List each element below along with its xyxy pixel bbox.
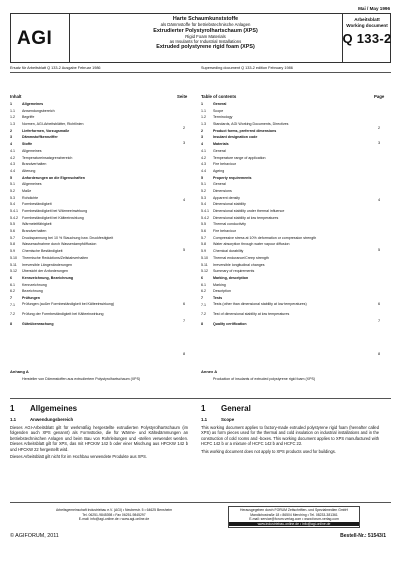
annex-de-title: Anhang A: [10, 369, 29, 374]
toc-entry-number: 5.10: [10, 255, 17, 260]
toc-entry: [10, 268, 190, 275]
toc-entry-title: Bezeichnung: [22, 289, 43, 294]
toc-entry: [201, 268, 381, 275]
footer-publisher: Herausgegeben durch FORUM Zeitschriften- und Spezialmedien GmbH: [240, 508, 348, 512]
toc-entry-number: 1.2: [201, 115, 206, 120]
toc-entry-title: Begriffe: [22, 115, 35, 120]
toc-entry: [10, 148, 190, 155]
toc-entry-title: Scope: [213, 108, 224, 113]
document-header: [10, 13, 391, 63]
toc-entry: [10, 311, 190, 321]
toc-entry: [10, 255, 190, 262]
header-en-line1: Rigid Foam Materials: [185, 34, 226, 40]
toc-entry: [10, 221, 190, 228]
toc-entry-title: Irreversible longitudinal changes: [213, 262, 265, 267]
toc-en-page-label: Page: [374, 94, 385, 99]
section-en-paragraph: This working document applies to factory-made extruded polystyrene rigid foam (hereafter called XPS) as form pieces used for the thermal and cold insulation on industrial installations and in the construction of cold rooms and -boxes. This working document applies to XPS manufactured with HCFC 142 b or a mixture of HCFC 142 b and HCFC 22.: [201, 425, 379, 447]
toc-entry: [201, 282, 381, 289]
toc-entry-title: Thermal conductivity: [213, 222, 246, 227]
toc-entry: [201, 295, 381, 302]
toc-entry: [10, 114, 190, 121]
toc-entry-number: 5.9: [201, 249, 206, 254]
toc-entry-number: 4.2: [201, 155, 206, 160]
toc-page-number: 3: [378, 141, 381, 145]
toc-entry-title: Quality certification: [213, 321, 247, 326]
toc-entry: [10, 228, 190, 235]
toc-entry: [10, 235, 190, 242]
toc-entry-number: 2: [10, 128, 12, 133]
toc-entry-title: Anwendungsbereich: [22, 108, 55, 113]
toc-entry: [201, 148, 381, 155]
toc-entry: [201, 168, 381, 175]
toc-entry-number: 7.1: [10, 302, 15, 307]
toc-entry: [201, 141, 381, 148]
toc-entry-number: 4.4: [201, 168, 206, 173]
arbeitsblatt-label: Arbeitsblatt: [354, 17, 380, 22]
toc-entry-number: 5.1: [201, 182, 206, 187]
toc-entry-number: 5.2: [201, 188, 206, 193]
toc-page-number: 8: [378, 352, 381, 356]
toc-entry: [10, 262, 190, 269]
toc-entry-number: 5.12: [10, 269, 17, 274]
toc-entry: [201, 188, 381, 195]
toc-entry-number: 1.1: [201, 108, 206, 113]
toc-entry-title: Allgemeines: [22, 102, 44, 106]
footer-web: www.industriebau-online.de • info@agi-online.de: [229, 522, 359, 527]
toc-entry-title: Water absorption through water vapour diffusion: [213, 242, 290, 247]
toc-entry-number: 5.8: [10, 242, 15, 247]
toc-entry-title: Chemische Beständigkeit: [22, 249, 63, 254]
toc-entry-number: 5.12: [201, 269, 208, 274]
toc-entry-title: Wasseraufnahme durch Wasserdampfdiffusion: [22, 242, 97, 247]
footer-contact: E-mail: info@agi-online.de • www.agi-online.de: [78, 517, 150, 522]
toc-entry-number: 5.11: [10, 262, 17, 267]
subsection-de-title: Anwendungsbereich: [30, 417, 74, 422]
footer-phone: Tel. 06251-9845398 • Fax 06251-9845297: [82, 512, 146, 517]
toc-entry-number: 5.4.1: [201, 209, 209, 213]
toc-entry-title: Rohdichte: [22, 195, 39, 200]
toc-entry-title: Prüfungen (außer Formbeständigkeit bei Kälteeinwirkung): [22, 302, 115, 307]
toc-entry-title: Wärmeleitfähigkeit: [22, 222, 52, 227]
toc-entry-number: 8: [201, 321, 203, 326]
toc-entry-title: Allgemeines: [22, 182, 42, 187]
toc-entry-title: Alterung: [22, 168, 36, 173]
footer-address: Arbeitsgemeinschaft Industriebau e.V. (AGI) • Neuberstr. 5 • 64625 Bensheim: [55, 508, 173, 512]
toc-page-number: 8: [183, 352, 186, 356]
toc-entry: [10, 101, 190, 108]
section-de-body: [10, 425, 188, 459]
toc-entry: [201, 215, 381, 222]
toc-entry-title: Temperatureinsatzgrenzbereich: [22, 155, 73, 160]
toc-entry: [201, 114, 381, 121]
toc-entry-number: 5.4.2: [201, 215, 209, 220]
toc-entry-number: 5.11: [201, 262, 208, 267]
toc-entry-title: Temperature range of application: [213, 155, 266, 160]
section-de-paragraph: Dieses Arbeitsblatt gilt nicht für im Hochbau verwendete Produkte aus XPS.: [10, 454, 147, 460]
toc-entry-title: Tests (other than dimensional stability at low temperatures): [213, 302, 307, 307]
toc-entry-number: 1.3: [201, 122, 206, 127]
footer-contact: E-mail: service@forum-verlag.com • www.forum-verlag.com: [249, 517, 339, 522]
toc-entry-number: 6.1: [10, 282, 15, 287]
toc-entry-number: 4.1: [201, 148, 206, 153]
toc-entry-title: Materials: [213, 142, 229, 147]
toc-entry: [201, 181, 381, 188]
subsection-de-number: 1.1: [10, 417, 17, 422]
divider: [10, 398, 391, 399]
toc-entry-number: 5.6: [201, 229, 206, 234]
toc-en-heading: Table of contents: [201, 94, 237, 99]
toc-entry-title: Formbeständigkeit bei Wärmeeinwirkung: [22, 209, 88, 213]
toc-entry-title: Description: [213, 289, 231, 294]
toc-entry-number: 4.3: [201, 162, 206, 167]
toc-page-number: 2: [183, 126, 186, 130]
toc-entry-title: Prüfung der Formbeständigkeit bei Kälteeinwirkung: [22, 311, 104, 316]
toc-entry-number: 7.2: [10, 312, 15, 317]
toc-entry-title: Kennzeichnung: [22, 282, 47, 287]
toc-entry-title: Compressive stress at 10% deformation or compression strength: [213, 235, 317, 240]
toc-entry: [201, 288, 381, 295]
document-number: Q 133-2: [342, 31, 392, 46]
toc-entry-title: Druckspannung bei 10 % Stauchung bzw. Druckfestigkeit: [22, 235, 114, 240]
toc-page-number: 7: [183, 319, 186, 323]
toc-entry-number: 4: [201, 142, 203, 147]
section-en-number: 1: [201, 404, 206, 413]
toc-entry-number: 5.4: [201, 202, 206, 207]
annex-de-text: Hersteller von Dämmstoffen aus extrudiertem Polystyrolhartschaum (XPS): [22, 377, 141, 381]
toc-page-number: 6: [378, 302, 381, 306]
header-de-line1: Harte Schaumkunststoffe: [172, 16, 239, 22]
header-de-title: Extrudierter Polystyrolhartschaum (XPS): [153, 27, 258, 34]
toc-entry-number: 6.2: [10, 289, 15, 294]
toc-page-number: 4: [183, 198, 186, 202]
toc-page-number: 3: [183, 141, 186, 145]
toc-entry-title: Marking, description: [213, 275, 249, 280]
toc-entry: [10, 201, 190, 208]
toc-entry-number: 2: [201, 128, 203, 133]
toc-entry-title: Test of dimensional stability at low temperatures: [213, 311, 290, 316]
toc-entry-title: Product forms, preferred dimensions: [213, 128, 277, 133]
toc-entry-number: 5.7: [201, 235, 206, 240]
toc-entry: [10, 168, 190, 175]
toc-entry-title: Fire behaviour: [213, 162, 236, 167]
header-de-line2: als Dämmstoffe für betriebstechnische Anlagen: [160, 22, 251, 28]
toc-entry: [201, 262, 381, 269]
header-en-title: Extruded polystyrene rigid foam (XPS): [156, 44, 255, 51]
toc-entry-number: 5.4.1: [10, 209, 18, 213]
subsection-en-number: 1.1: [201, 417, 208, 422]
toc-entry: [10, 275, 190, 282]
toc-entry-title: Prüfungen: [22, 295, 40, 300]
toc-entry-title: Dimensions: [213, 188, 232, 193]
toc-entry: [10, 215, 190, 222]
toc-entry-title: Fire behaviour: [213, 229, 236, 234]
toc-entry-number: 6.1: [201, 282, 206, 287]
toc-entry: [201, 255, 381, 262]
toc-entry-title: Übersicht der Anforderungen: [22, 269, 68, 274]
toc-en-list: [201, 101, 381, 327]
toc-entry: [201, 155, 381, 162]
toc-entry-number: 3: [201, 135, 203, 140]
toc-entry-title: Kennzeichnung, Bezeichnung: [22, 275, 74, 280]
toc-entry-title: Dämmstoffkennziffer: [22, 135, 58, 140]
toc-entry: [10, 208, 190, 215]
toc-entry-title: Dimensional stability: [213, 202, 246, 207]
toc-entry: [10, 141, 190, 148]
toc-entry-title: Brandverhalten: [22, 229, 47, 234]
toc-entry: [201, 228, 381, 235]
toc-entry: [10, 134, 190, 141]
toc-entry-title: Summary of requirements: [213, 269, 255, 274]
toc-entry-number: 5.8: [201, 242, 206, 247]
toc-entry: [201, 134, 381, 141]
toc-entry-number: 6: [10, 275, 12, 280]
toc-entry: [10, 121, 190, 128]
toc-entry-title: Property requirements: [213, 175, 252, 180]
toc-entry-number: 5.4: [10, 202, 15, 207]
toc-entry: [10, 155, 190, 162]
toc-entry-number: 6.2: [201, 289, 206, 294]
toc-entry: [201, 121, 381, 128]
toc-entry: [201, 248, 381, 255]
toc-entry: [10, 181, 190, 188]
toc-entry: [10, 195, 190, 202]
toc-entry-title: Normen, AGI-Arbeitsblätter, Richtlinien: [22, 122, 84, 127]
divider: [10, 72, 391, 73]
toc-entry: [10, 282, 190, 289]
toc-entry: [10, 108, 190, 115]
toc-entry-number: 5: [10, 175, 12, 180]
toc-entry: [201, 241, 381, 248]
toc-entry: [10, 302, 190, 312]
toc-entry-number: 7: [201, 295, 203, 300]
toc-entry-number: 5.3: [201, 195, 206, 200]
toc-entry: [10, 321, 190, 328]
annex-en-title: Annex A: [201, 369, 218, 374]
toc-entry-number: 4.1: [10, 148, 15, 153]
toc-page-number: 5: [183, 248, 186, 252]
toc-entry-number: 1.3: [10, 122, 15, 127]
toc-entry-title: Dimensional stability at low temperatures: [213, 215, 279, 220]
toc-entry-number: 5.4.2: [10, 215, 18, 220]
footer-address: Mandichostraße 18 • 86504 Merching • Tel. 08233-381361: [250, 512, 338, 517]
toc-entry-title: Apparent density: [213, 195, 240, 200]
toc-entry-number: 5.3: [10, 195, 15, 200]
toc-entry-number: 5.6: [10, 229, 15, 234]
toc-page-number: 6: [183, 302, 186, 306]
toc-entry-number: 7.2: [201, 312, 206, 317]
toc-entry: [10, 128, 190, 135]
section-de-title: Allgemeines: [30, 404, 78, 413]
toc-page-number: 2: [378, 126, 381, 130]
toc-entry: [10, 288, 190, 295]
toc-entry-number: 5.5: [201, 222, 206, 227]
toc-entry-title: Allgemeines: [22, 148, 42, 153]
toc-entry: [201, 208, 381, 215]
toc-entry-title: Lieferformen, Vorzugsmaße: [22, 128, 70, 133]
toc-entry: [10, 248, 190, 255]
toc-entry-title: Formbeständigkeit: [22, 202, 52, 207]
toc-entry: [10, 161, 190, 168]
toc-entry: [10, 241, 190, 248]
toc-entry-number: 4.4: [10, 168, 15, 173]
toc-de-page-label: Seite: [177, 94, 188, 99]
toc-entry-number: 5.7: [10, 235, 15, 240]
toc-entry: [201, 128, 381, 135]
supersession-note-en: Superseding document Q 133-2 edition February 1986: [201, 66, 293, 70]
toc-entry-title: General: [213, 102, 227, 106]
toc-entry-title: Thermal endurance/Creep strength: [213, 255, 269, 260]
toc-entry: [201, 275, 381, 282]
toc-entry: [201, 321, 381, 328]
toc-entry-number: 5.2: [10, 188, 15, 193]
toc-entry-number: 4: [10, 142, 12, 147]
toc-entry-number: 6: [201, 275, 203, 280]
toc-entry-title: Tests: [213, 295, 223, 300]
section-en-body: [201, 425, 379, 454]
toc-entry-title: Thermische Reduktions/Zellstabverhalten: [22, 255, 89, 260]
toc-entry-number: 1: [10, 102, 12, 106]
toc-entry: [10, 175, 190, 182]
toc-entry: [201, 235, 381, 242]
toc-entry-title: Stoffe: [22, 142, 33, 147]
toc-entry-title: Standards, AGI Working Documents, Directives: [213, 122, 289, 127]
header-titles: [69, 16, 342, 51]
toc-entry-number: 7: [10, 295, 12, 300]
section-de-paragraph: Dieses AGI-Arbeitsblatt gilt für werkmäßig hergestellte extrudierten Polystyrolhartschaum (im folgenden auch XPS genannt) als Formstücke, die für Wärme- und Kältedämmungen an betriebstechnischen Anlagen und beim Bau von Rohrleitungen und -stellen verwendet werden. Dieses Arbeitsblatt gilt für XPS, das mit HFCKW 142 b oder einer Mischung aus HFCKW 142 b und HFCKW 22 hergestellt wird.: [10, 425, 188, 452]
toc-entry-title: Insulant designation code: [213, 135, 258, 140]
toc-entry-number: 5.9: [10, 249, 15, 254]
subsection-en-title: Scope: [221, 417, 235, 422]
toc-entry-title: Formbeständigkeit bei Kälteeinwirkung: [22, 215, 84, 220]
publisher-info-forum: [228, 506, 360, 528]
toc-entry-title: Dimensional stability under thermal influence: [213, 209, 285, 213]
toc-entry: [201, 108, 381, 115]
toc-entry-title: Terminology: [213, 115, 233, 120]
header-en-line2: as Insulants for Industrial Installations: [169, 39, 242, 45]
section-en-paragraph: This working document does not apply to XPS products used for buildings.: [201, 448, 336, 454]
annex-en-text: Production of insulants of extruded polystyrene rigid foam (XPS): [213, 377, 316, 381]
toc-entry: [201, 201, 381, 208]
copyright: © AGIFORUM, 2011: [10, 533, 59, 539]
toc-entry-number: 1.1: [10, 108, 15, 113]
working-document-label: Working document: [346, 23, 388, 28]
agi-logo: AGI: [17, 28, 53, 49]
toc-entry: [10, 188, 190, 195]
toc-entry-number: 4.3: [10, 162, 15, 167]
toc-entry-title: Ageing: [213, 168, 225, 173]
toc-entry-title: Maße: [22, 188, 32, 193]
toc-entry: [201, 175, 381, 182]
issue-date: Mai / May 1996: [358, 6, 390, 11]
toc-entry-number: 4.2: [10, 155, 15, 160]
publisher-info-agi: [55, 508, 173, 522]
toc-entry-number: 5.5: [10, 222, 15, 227]
toc-entry-number: 3: [10, 135, 12, 140]
toc-entry-title: Anforderungen an die Eigenschaften: [22, 175, 85, 180]
toc-entry-number: 5.10: [201, 255, 208, 260]
toc-entry-number: 1: [201, 102, 203, 106]
toc-entry-title: Marking: [213, 282, 226, 287]
toc-entry-number: 8: [10, 321, 12, 326]
toc-entry-number: 5.1: [10, 182, 15, 187]
order-number: Bestell-Nr.: 51543/1: [340, 533, 386, 539]
toc-page-number: 5: [378, 248, 381, 252]
supersession-note-de: Ersatz für Arbeitsblatt Q 133-2 Ausgabe Februar 1986: [10, 66, 101, 70]
toc-entry-title: Güteüberwachung: [22, 321, 54, 326]
section-de-number: 1: [10, 404, 15, 413]
toc-entry: [201, 195, 381, 202]
toc-entry-number: 7.1: [201, 302, 206, 307]
toc-entry: [201, 302, 381, 312]
toc-page-number: 4: [378, 198, 381, 202]
toc-entry-title: General: [213, 148, 226, 153]
toc-de-heading: Inhalt: [10, 94, 22, 99]
toc-entry: [201, 311, 381, 321]
divider: [10, 502, 391, 503]
toc-de-list: [10, 101, 190, 327]
section-en-title: General: [221, 404, 251, 413]
toc-entry: [201, 221, 381, 228]
toc-entry-title: Irreversible Längenänderungen: [22, 262, 72, 267]
toc-entry-number: 5: [201, 175, 203, 180]
toc-page-number: 7: [378, 319, 381, 323]
toc-entry: [10, 295, 190, 302]
toc-entry-title: Brandverhalten: [22, 162, 47, 167]
document-number-block: [342, 17, 392, 46]
toc-entry-title: General: [213, 182, 226, 187]
toc-entry-number: 1.2: [10, 115, 15, 120]
toc-entry: [201, 101, 381, 108]
toc-entry: [201, 161, 381, 168]
toc-entry-title: Chemical durability: [213, 249, 244, 254]
